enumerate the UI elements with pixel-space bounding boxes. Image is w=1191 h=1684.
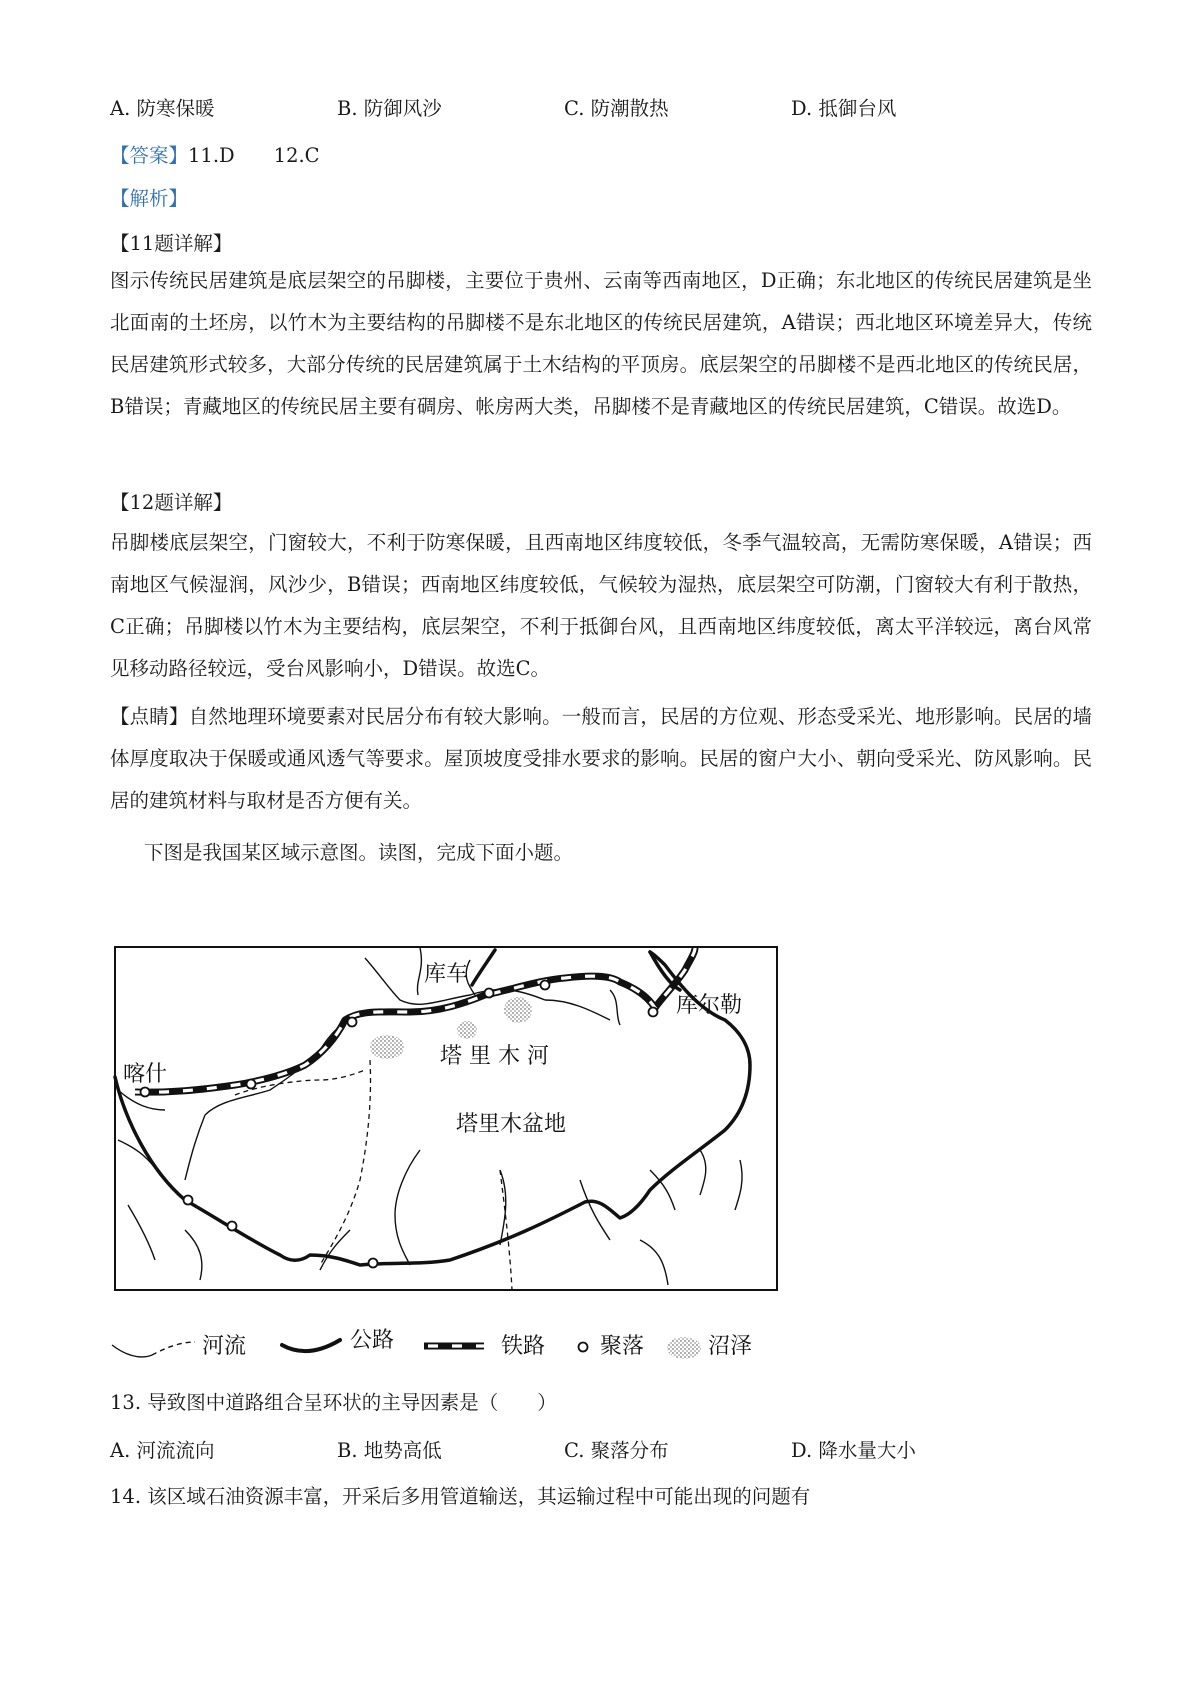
option-a: A. 防寒保暖 [110,97,215,120]
answer-text: 11.D 12.C [188,144,320,167]
map-intro: 下图是我国某区域示意图。读图，完成下面小题。 [144,841,574,864]
option-b: B. 防御风沙 [337,97,442,120]
legend-road-label: 公路 [350,1328,395,1353]
legend-road-icon [282,1340,340,1351]
q14-stem: 14. 该区域石油资源丰富，开采后多用管道输送，其运输过程中可能出现的问题有 [110,1485,811,1508]
settlements [141,981,658,1268]
q11-explanation: 图示传统民居建筑是底层架空的吊脚楼，主要位于贵州、云南等西南地区，D正确；东北地区的传统民居建筑是坐北面南的土坯房，以竹木为主要结构的吊脚楼不是东北地区的传统民居建筑，A错误；西北地区环境差异大，传统民居建筑形式较多，大部分传统的民居建筑属于土木结构的平顶房。底层架空的吊脚楼不是西北地区的传统民居，B错误；青藏地区的传统民居主要有碉房、帐房两大类，吊脚楼不是青藏地区的传统民居建筑，C错误。故选D。 [110,269,1092,418]
legend-swamp-label: 沼泽 [708,1334,753,1359]
q12-heading: 【12题详解】 [110,491,233,514]
q13-option-c: C. 聚落分布 [564,1439,669,1462]
legend-settlement-label: 聚落 [600,1334,645,1359]
q13-option-a: A. 河流流向 [110,1439,215,1462]
label-kashi: 喀什 [123,1062,168,1087]
option-d: D. 抵御台风 [791,97,897,120]
label-kuche: 库车 [424,962,469,987]
map-legend [112,1328,752,1359]
label-tarim-basin: 塔里木盆地 [456,1112,567,1137]
q13-option-d: D. 降水量大小 [791,1439,916,1462]
q13-stem: 13. 导致图中道路组合呈环状的主导因素是（ ） [110,1391,557,1414]
legend-settlement-icon [579,1343,588,1352]
legend-swamp-icon [667,1337,701,1359]
q13-options [110,1435,1010,1463]
q12-explanation: 吊脚楼底层架空，门窗较大，不利于防寒保暖，且西南地区纬度较低，冬季气温较高，无需防寒保暖，A错误；西南地区气候湿润，风沙少，B错误；西南地区纬度较低，气候较为湿热，底层架空可防潮，门窗较大有利于散热，C正确；吊脚楼以竹木为主要结构，底层架空，不利于抵御台风，且西南地区纬度较低，离太平洋较远，离台风常见移动路径较远，受台风影响小，D错误。故选C。 [110,531,1092,680]
tip-paragraph: 【点睛】自然地理环境要素对民居分布有较大影响。一般而言，民居的方位观、形态受采光、地形影响。民居的墙体厚度取决于保暖或通风透气等要求。屋顶坡度受排水要求的影响。民居的窗户大小、朝向受采光、防风影响。民居的建筑材料与取材是否方便有关。 [110,705,1092,812]
label-kuerle: 库尔勒 [676,993,743,1018]
q13-option-b: B. 地势高低 [337,1439,442,1462]
q11-heading: 【11题详解】 [110,232,233,255]
label-tarim-river: 塔 里 木 河 [440,1044,549,1069]
legend-railway-label: 铁路 [501,1334,546,1359]
legend-river-icon [112,1345,152,1357]
option-c: C. 防潮散热 [564,97,669,120]
seasonal-rivers [235,1060,512,1290]
railway [135,948,695,1092]
answer-tag: 【答案】 [110,144,189,167]
legend-river-label: 河流 [202,1334,247,1359]
roads [115,950,750,1265]
analysis-tag: 【解析】 [110,187,189,210]
